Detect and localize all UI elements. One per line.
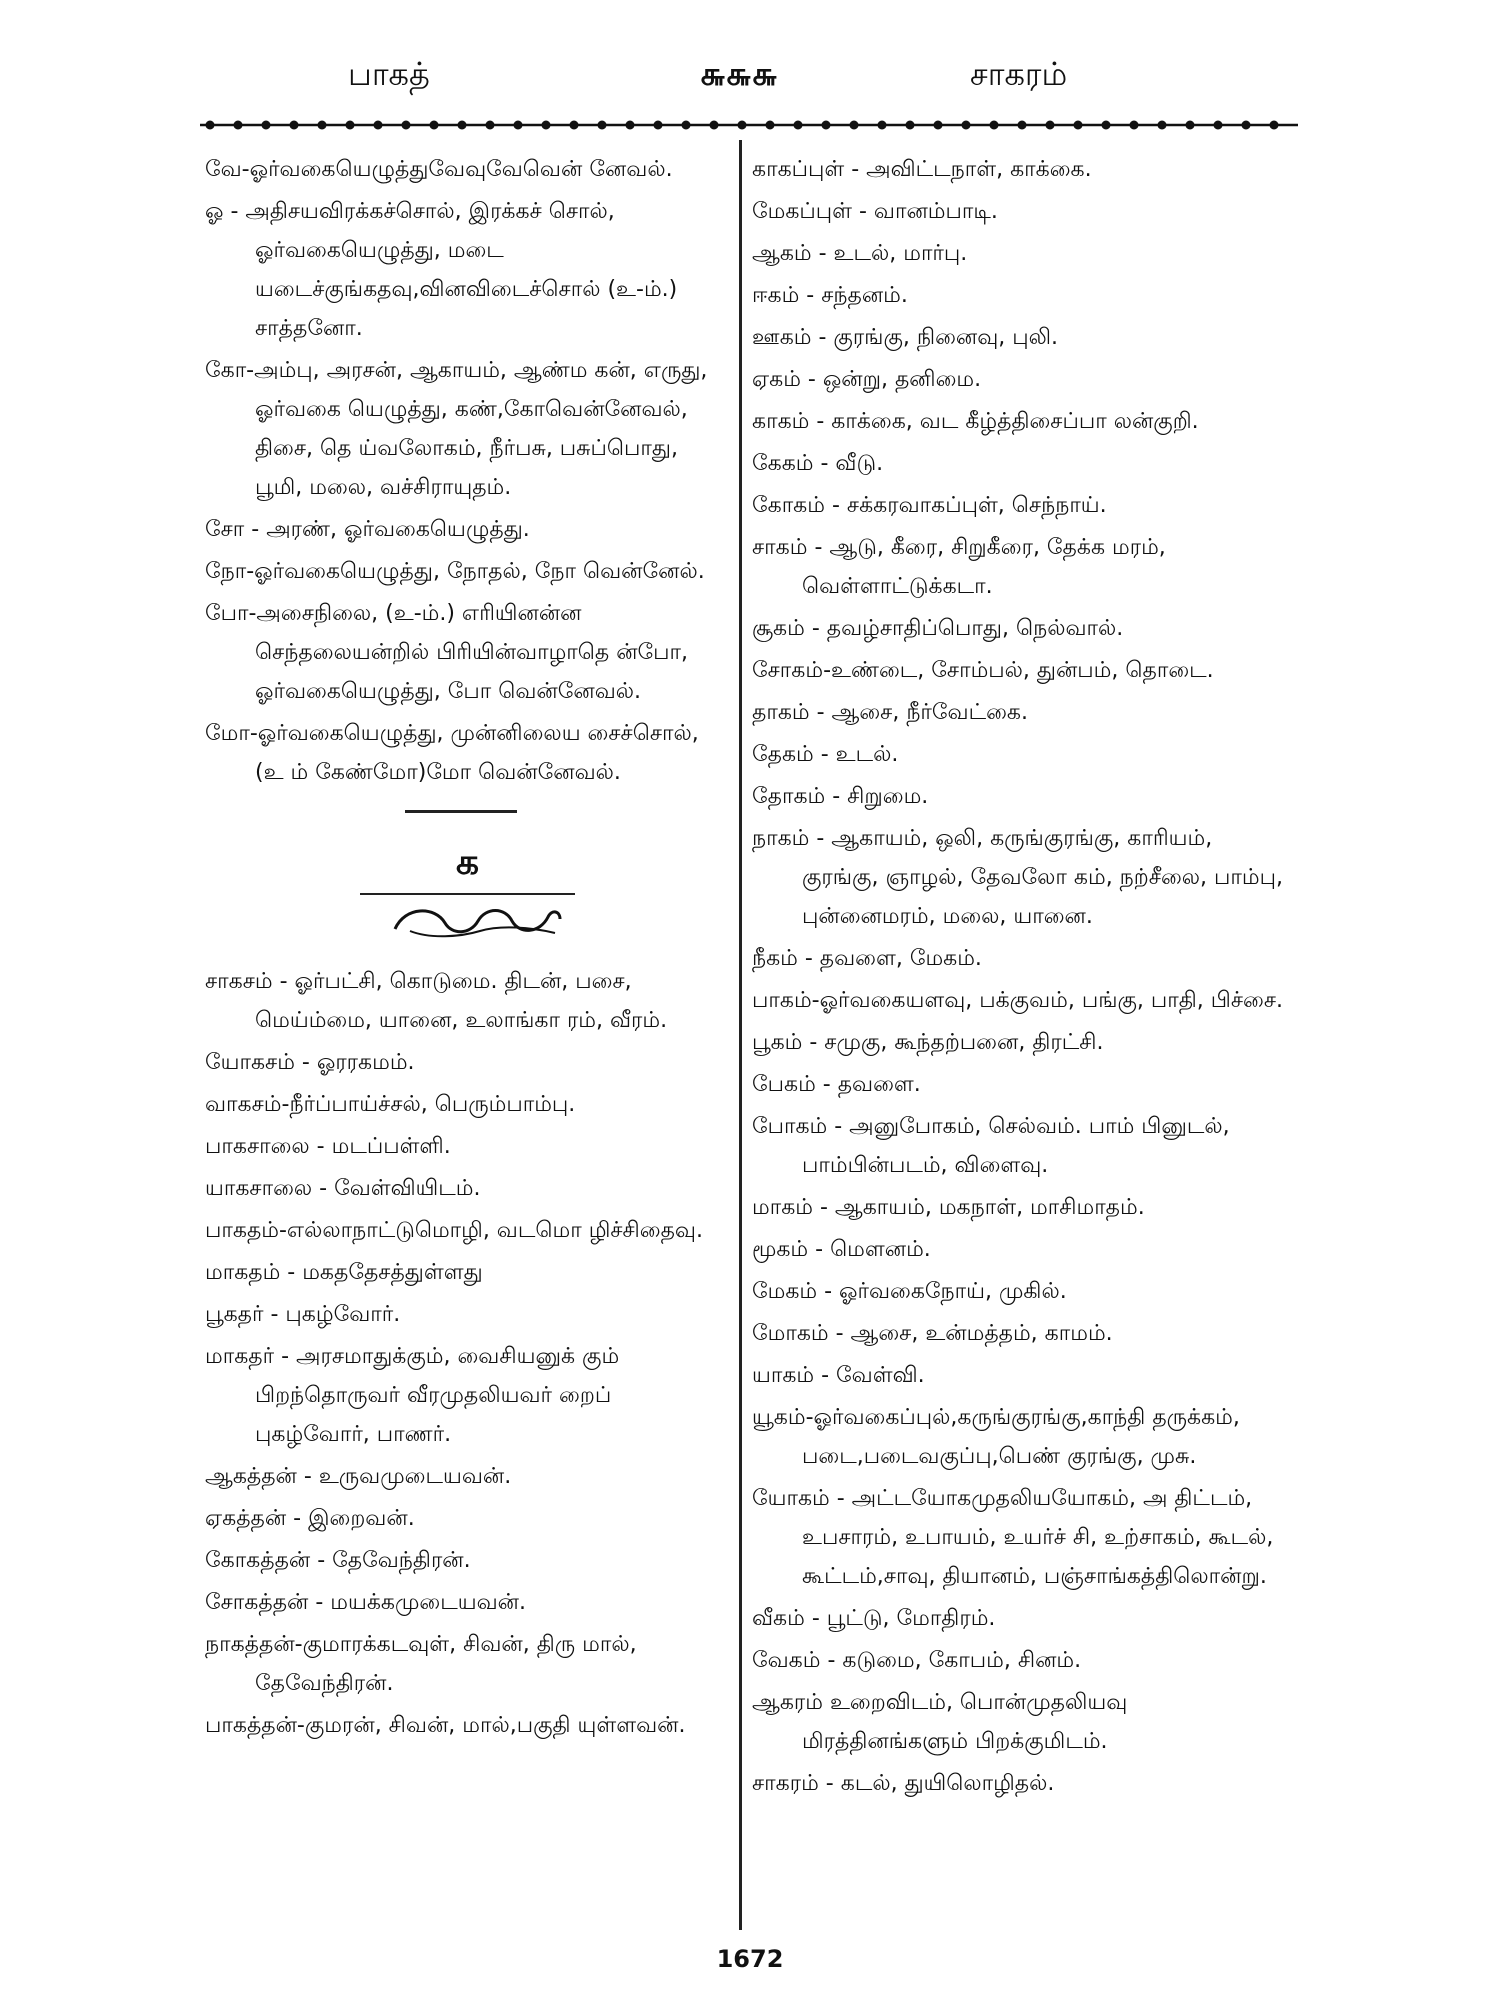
dictionary-entry (205, 1085, 730, 1124)
entry-text: மோ-ஓர்வகையெழுத்து, முன்னிலைய சைச்சொல், (உ ம் கேண்மோ)மோ வென்னேவல். (205, 721, 699, 785)
right-entries (752, 150, 1292, 1803)
dictionary-entry (205, 1253, 730, 1292)
dictionary-entry (752, 1599, 1292, 1638)
dictionary-entry (752, 1764, 1292, 1803)
entry-text: வே-ஓர்வகையெழுத்துவேவுவேவென் னேவல். (205, 157, 673, 182)
dictionary-entry (205, 1337, 730, 1454)
entry-text: கோ-அம்பு, அரசன், ஆகாயம், ஆண்ம கன், எருது, ஓர்வகை யெழுத்து, கண்,கோவென்னேவல், திசை, தெ ய்வலோகம், நீர்பசு, பசுப்பொது, பூமி, மலை, வச்சிராயுதம். (205, 358, 708, 500)
left-column (205, 150, 730, 1748)
dictionary-entry (752, 150, 1292, 189)
entry-text: சூகம் - தவழ்சாதிப்பொது, நெல்வால். (752, 616, 1124, 641)
dictionary-entry (752, 318, 1292, 357)
entry-text: சாகம் - ஆடு, கீரை, சிறுகீரை, தேக்க மரம், வெள்ளாட்டுக்கடா. (752, 535, 1166, 599)
entry-text: பாகசாலை - மடப்பள்ளி. (205, 1134, 451, 1159)
dictionary-entry (752, 1272, 1292, 1311)
dictionary-entry (205, 1043, 730, 1082)
dictionary-entry (205, 594, 730, 711)
entry-text: ஆகத்தன் - உருவமுடையவன். (205, 1464, 512, 1489)
dictionary-entry (752, 1356, 1292, 1395)
entry-text: நாகம் - ஆகாயம், ஒலி, கருங்குரங்கு, காரியம், குரங்கு, ஞாழல், தேவலோ கம், நற்சீலை, பாம்பு, புன்னைமரம், மலை, யானை. (752, 826, 1283, 929)
dictionary-entry (752, 1188, 1292, 1227)
entry-text: பூகதர் - புகழ்வோர். (205, 1302, 401, 1327)
entry-text: கோகம் - சக்கரவாகப்புள், செந்நாய். (752, 493, 1107, 518)
dictionary-entry (205, 351, 730, 507)
dictionary-entry (752, 360, 1292, 399)
entry-text: மோகம் - ஆசை, உன்மத்தம், காமம். (752, 1321, 1113, 1346)
entry-text: சாகசம் - ஓர்பட்சி, கொடுமை. திடன், பசை, மெய்ம்மை, யானை, உலாங்கா ரம், வீரம். (205, 969, 668, 1033)
entry-text: மூகம் - மௌனம். (752, 1237, 931, 1262)
entry-text: ஓ - அதிசயவிரக்கச்சொல், இரக்கச் சொல், ஓர்வகையெழுத்து, மடை யடைச்குங்கதவு,வினவிடைச்சொல் (உ-ம்.) சாத்தனோ. (205, 199, 678, 341)
entry-text: தேகம் - உடல். (752, 742, 899, 767)
entry-text: மாகதம் - மகததேசத்துள்ளது (205, 1260, 483, 1285)
header-right-guideword: சாகரம் (970, 55, 1068, 93)
dictionary-entry (752, 693, 1292, 732)
dictionary-entry (752, 444, 1292, 483)
entry-text: காகம் - காக்கை, வட கீழ்த்திசைப்பா லன்குறி. (752, 409, 1199, 434)
entry-text: ஈகம் - சந்தனம். (752, 283, 908, 308)
entry-text: நோ-ஓர்வகையெழுத்து, நோதல், நோ வென்னேல். (205, 559, 705, 584)
entry-text: ஆகரம் உறைவிடம், பொன்முதலியவு மிரத்தினங்களும் பிறக்குமிடம். (752, 1690, 1128, 1754)
entry-text: நாகத்தன்-குமாரக்கடவுள், சிவன், திரு மால், தேவேந்திரன். (205, 1632, 637, 1696)
dictionary-entry (205, 1541, 730, 1580)
dictionary-entry (752, 939, 1292, 978)
entry-text: மேகப்புள் - வானம்பாடி. (752, 199, 998, 224)
entry-text: ஏகம் - ஒன்று, தனிமை. (752, 367, 982, 392)
entry-text: மாகம் - ஆகாயம், மகநாள், மாசிமாதம். (752, 1195, 1145, 1220)
section-letter-rule (360, 893, 575, 895)
dictionary-entry (752, 1065, 1292, 1104)
entry-text: யோகம் - அட்டயோகமுதலியயோகம், அ திட்டம், உபசாரம், உபாயம், உயர்ச் சி, உற்சாகம், கூடல், கூட்டம்,சாவு, தியானம், பஞ்சாங்கத்திலொன்று. (752, 1486, 1274, 1589)
dictionary-entry (752, 1398, 1292, 1476)
dictionary-entry (752, 1023, 1292, 1062)
entry-text: ஆகம் - உடல், மார்பு. (752, 241, 968, 266)
entry-text: பாகத்தன்-குமரன், சிவன், மால்,பகுதி யுள்ளவன். (205, 1713, 686, 1738)
entry-text: போகம் - அனுபோகம், செல்வம். பாம் பினுடல், பாம்பின்படம், விளைவு. (752, 1114, 1230, 1178)
entry-text: யூகம்-ஓர்வகைப்புல்,கருங்குரங்கு,காந்தி தருக்கம், படை,படைவகுப்பு,பெண் குரங்கு, முசு. (752, 1405, 1240, 1469)
entry-text: ஏகத்தன் - இறைவன். (205, 1506, 415, 1531)
entry-text: காகப்புள் - அவிட்டநாள், காக்கை. (752, 157, 1092, 182)
dictionary-entry (205, 552, 730, 591)
dictionary-entry (752, 609, 1292, 648)
left-entries-bottom (205, 962, 730, 1745)
entry-text: தாகம் - ஆசை, நீர்வேட்கை. (752, 700, 1028, 725)
dictionary-entry (205, 1211, 730, 1250)
entry-text: யாகம் - வேள்வி. (752, 1363, 925, 1388)
dictionary-entry (205, 1295, 730, 1334)
entry-text: யாகசாலை - வேள்வியிடம். (205, 1176, 481, 1201)
entry-text: பேகம் - தவளை. (752, 1072, 921, 1097)
dictionary-entry (205, 1583, 730, 1622)
column-divider (739, 140, 742, 1930)
dictionary-entry (752, 1641, 1292, 1680)
dictionary-entry (752, 1683, 1292, 1761)
entry-text: போ-அசைநிலை, (உ-ம்.) எரியினன்ன செந்தலையன்றில் பிரியின்வாழாதெ ன்போ, ஓர்வகையெழுத்து, போ வென்னேவல். (205, 601, 689, 704)
entry-text: பாகம்-ஓர்வகையளவு, பக்குவம், பங்கு, பாதி, பிச்சை. (752, 988, 1284, 1013)
entry-text: ஊகம் - குரங்கு, நினைவு, புலி. (752, 325, 1059, 350)
entry-text: மாகதர் - அரசமாதுக்கும், வைசியனுக் கும் பிறந்தொருவர் வீரமுதலியவர் றைப் புகழ்வோர், பாணர். (205, 1344, 620, 1447)
entry-text: பூகம் - சமுகு, கூந்தற்பனை, திரட்சி. (752, 1030, 1104, 1055)
entry-text: வேகம் - கடுமை, கோபம், சினம். (752, 1648, 1082, 1673)
page-header (200, 52, 1380, 102)
dictionary-entry (752, 651, 1292, 690)
flourish-ornament (390, 901, 565, 941)
entry-text: சோகம்-உண்டை, சோம்பல், துன்பம், தொடை. (752, 658, 1214, 683)
dictionary-entry (205, 962, 730, 1040)
header-center-numeral: ௬௬௬ (700, 55, 778, 93)
dictionary-entry (205, 1706, 730, 1745)
dictionary-entry (205, 1499, 730, 1538)
dictionary-entry (205, 1127, 730, 1166)
dictionary-entry (205, 1625, 730, 1703)
dictionary-entry (205, 1457, 730, 1496)
entry-text: சோ - அரண், ஓர்வகையெழுத்து. (205, 517, 530, 542)
entry-text: வீகம் - பூட்டு, மோதிரம். (752, 1606, 996, 1631)
dictionary-entry (752, 276, 1292, 315)
section-separator (405, 810, 517, 813)
dictionary-entry (752, 1107, 1292, 1185)
entry-text: கேகம் - வீடு. (752, 451, 884, 476)
dictionary-entry (752, 777, 1292, 816)
dictionary-entry (205, 150, 730, 189)
dictionary-entry (752, 528, 1292, 606)
dictionary-entry (752, 192, 1292, 231)
entry-text: வாகசம்-நீர்ப்பாய்ச்சல், பெரும்பாம்பு. (205, 1092, 576, 1117)
entry-text: சாகரம் - கடல், துயிலொழிதல். (752, 1771, 1055, 1796)
entry-text: தோகம் - சிறுமை. (752, 784, 929, 809)
dictionary-entry (752, 735, 1292, 774)
dictionary-entry (205, 1169, 730, 1208)
page-number: 1672 (716, 1945, 784, 1973)
dictionary-entry (752, 1230, 1292, 1269)
dictionary-entry (752, 486, 1292, 525)
entry-text: கோகத்தன் - தேவேந்திரன். (205, 1548, 471, 1573)
right-column (752, 150, 1292, 1806)
dictionary-entry (205, 192, 730, 348)
dictionary-entry (205, 714, 730, 792)
dictionary-entry (752, 1314, 1292, 1353)
dictionary-entry (752, 234, 1292, 273)
left-entries-top (205, 150, 730, 792)
dictionary-entry (752, 1479, 1292, 1596)
header-left-guideword: பாகத் (348, 55, 430, 93)
entry-text: பாகதம்-எல்லாநாட்டுமொழி, வடமொ ழிச்சிதைவு. (205, 1218, 703, 1243)
entry-text: சோகத்தன் - மயக்கமுடையவன். (205, 1590, 526, 1615)
section-letter: க (455, 842, 480, 883)
dictionary-entry (752, 819, 1292, 936)
dictionary-entry (752, 981, 1292, 1020)
entry-text: யோகசம் - ஓரரகமம். (205, 1050, 415, 1075)
entry-text: மேகம் - ஓர்வகைநோய், முகில். (752, 1279, 1067, 1304)
entry-text: நீகம் - தவளை, மேகம். (752, 946, 982, 971)
dictionary-entry (752, 402, 1292, 441)
ornamental-header-rule (200, 118, 1298, 132)
dictionary-entry (205, 510, 730, 549)
